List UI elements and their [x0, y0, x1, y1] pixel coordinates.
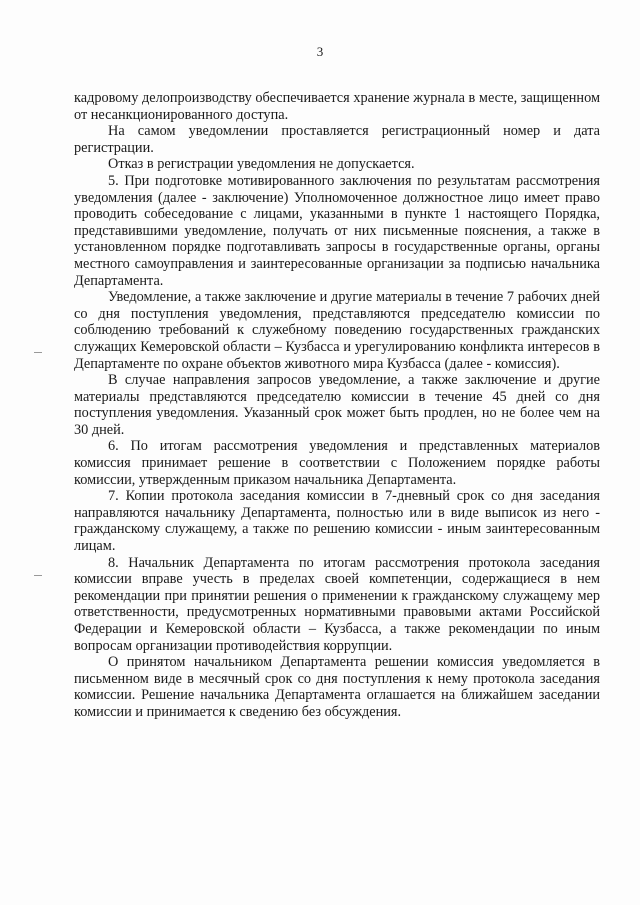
- paragraph-item-8: 8. Начальник Департамента по итогам рассмотрения протокола заседания комиссии вправе учесть в пределах своей компетенции, содержащиеся в нем рекомендации при принятии решения о применении к гражданскому служащему мер ответственности, предусмотренных нормативными правовыми актами Российской Федерации и Кемеровской области – Кузбасса, а также рекомендации по иным вопросам организации противодействия коррупции.: [74, 554, 600, 654]
- paragraph-item-7: 7. Копии протокола заседания комиссии в 7-дневный срок со дня заседания направляются начальнику Департамента, полностью или в виде выписок из него - гражданскому служащему, а также по решению комиссии - иным заинтересованным лицам.: [74, 488, 600, 555]
- scan-margin-mark: [34, 352, 42, 353]
- paragraph-request-deadline: В случае направления запросов уведомление, а также заключение и другие материалы представляются председателю комиссии в течение 45 дней со дня поступления уведомления. Указанный срок может быть продлен, но не более чем на 30 дней.: [74, 372, 600, 438]
- paragraph-item-5: 5. При подготовке мотивированного заключения по результатам рассмотрения уведомления (далее - заключение) Уполномоченное должностное лицо имеет право проводить собеседование с лицами, указанными в пункте 1 настоящего Порядка, представившими уведомление, получать от них письменные пояснения, а также в установленном порядке подготавливать запросы в государственные органы, органы местного самоуправления и заинтересованные организации за подписью начальника Департамента.: [74, 172, 600, 289]
- paragraph-decision-notice: О принятом начальником Департамента решении комиссия уведомляется в письменном виде в месячный срок со дня поступления к нему протокола заседания комиссии. Решение начальника Департамента оглашается на ближайшем заседании комиссии и принимается к сведению без обсуждения.: [74, 654, 600, 720]
- document-body: [74, 90, 600, 721]
- scan-margin-mark: [34, 575, 42, 576]
- paragraph-notification-delivery: Уведомление, а также заключение и другие материалы в течение 7 рабочих дней со дня поступления уведомления, представляются председателю комиссии по соблюдению требований к служебному поведению государственных гражданских служащих Кемеровской области – Кузбасса и урегулированию конфликта интересов в Департаменте по охране объектов животного мира Кузбасса (далее - комиссия).: [74, 289, 600, 372]
- paragraph-journal-storage: кадровому делопроизводству обеспечивается хранение журнала в месте, защищенном от несанкционированного доступа.: [74, 90, 600, 123]
- page-number: 3: [316, 44, 324, 59]
- paragraph-registration-refusal: Отказ в регистрации уведомления не допускается.: [108, 156, 415, 173]
- paragraph-item-6: 6. По итогам рассмотрения уведомления и представленных материалов комиссия принимает решение в соответствии с Положением порядке работы комиссии, утвержденным приказом начальника Департамента.: [74, 438, 600, 488]
- paragraph-registration-number: На самом уведомлении проставляется регистрационный номер и дата регистрации.: [74, 123, 600, 156]
